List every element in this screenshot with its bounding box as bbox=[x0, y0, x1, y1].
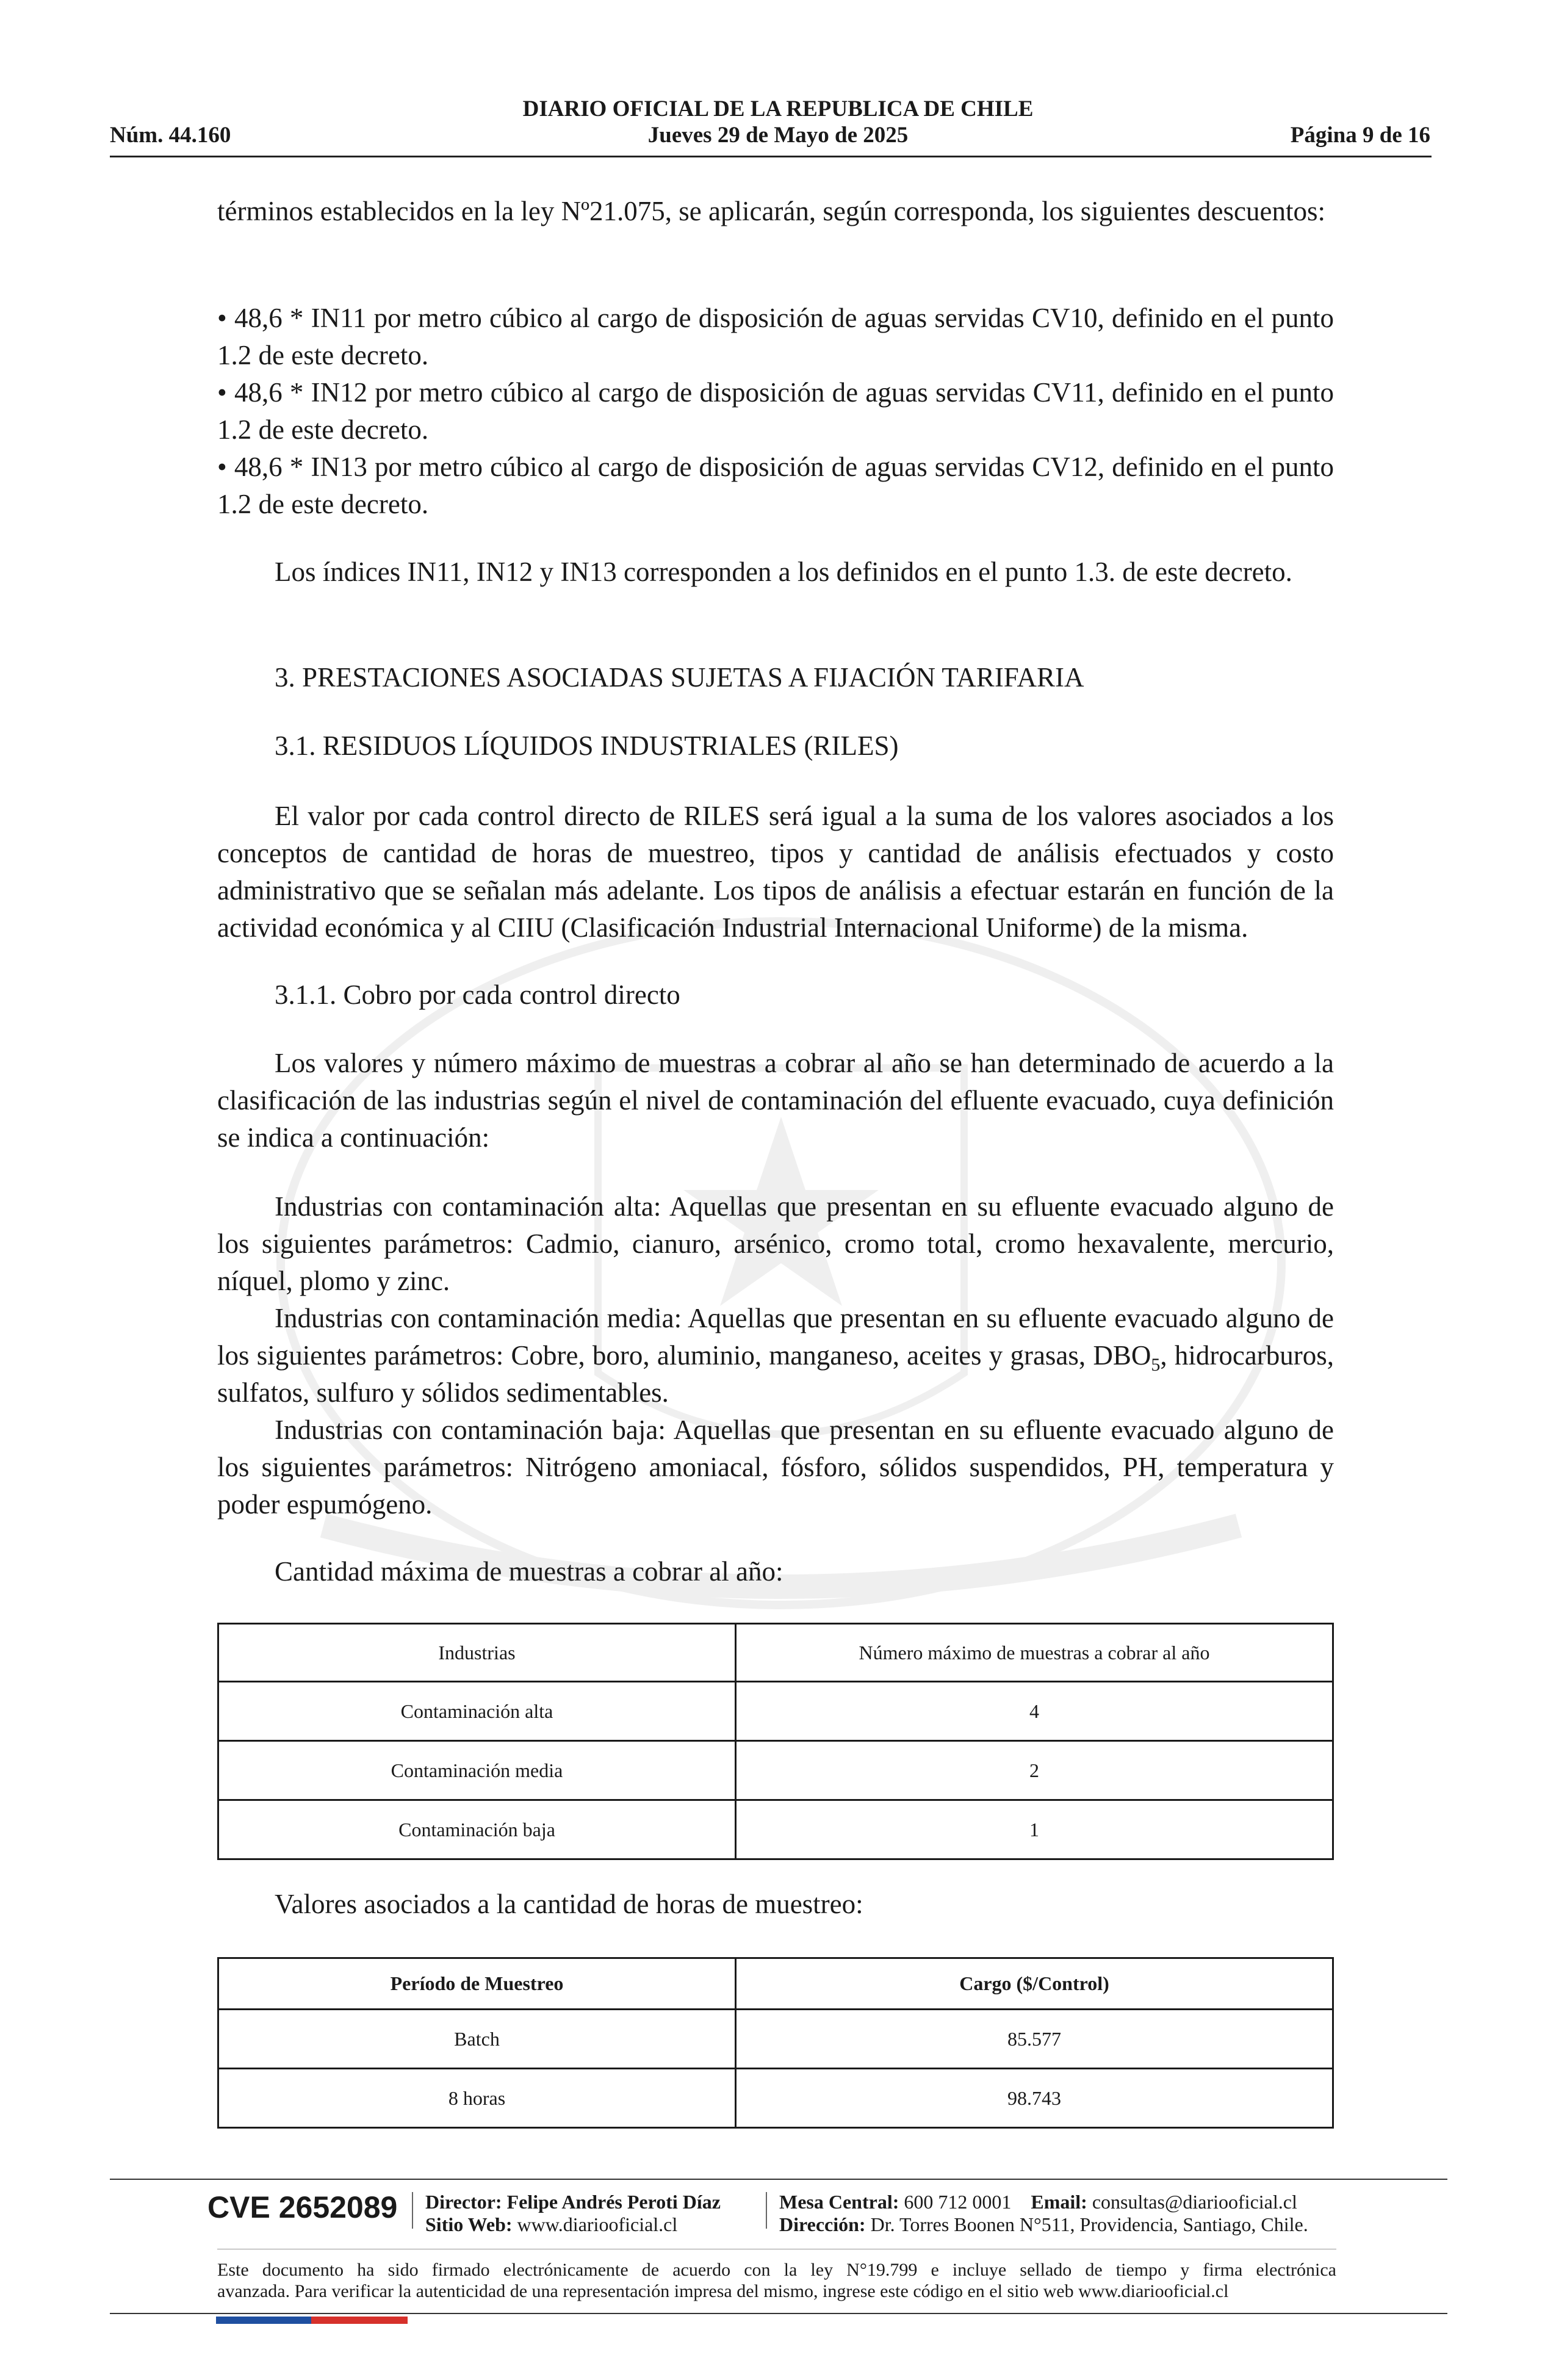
website-link[interactable]: www.diariooficial.cl bbox=[517, 2213, 678, 2235]
table-cell: 98.743 bbox=[736, 2069, 1333, 2128]
sampling-hours-table bbox=[217, 1957, 1334, 2129]
bullet-cv11: • 48,6 * IN12 por metro cúbico al cargo de disposición de aguas servidas CV11, definido en el punto 1.2 de este decreto. bbox=[217, 377, 1334, 445]
section-heading-3: 3. PRESTACIONES ASOCIADAS SUJETAS A FIJACIÓN TARIFARIA bbox=[275, 662, 1084, 693]
table-cell: Batch bbox=[218, 2010, 736, 2069]
table-cell: 4 bbox=[736, 1682, 1333, 1741]
paragraph-contaminacion-baja: Industrias con contaminación baja: Aquellas que presentan en su efluente evacuado alguno de los siguientes parámetros: Nitrógeno amoniacal, fósforo, sólidos suspendidos, PH, temperatura y poder espumógeno. bbox=[217, 1415, 1334, 1520]
footer-director-block: Director: Felipe Andrés Peroti Díaz Sitio Web: www.diariooficial.cl bbox=[425, 2191, 721, 2235]
table-row bbox=[218, 2010, 1333, 2069]
table-header-cell: Industrias bbox=[218, 1624, 736, 1682]
table-cell: Contaminación alta bbox=[218, 1682, 736, 1741]
newspaper-title: DIARIO OFICIAL DE LA REPUBLICA DE CHILE bbox=[522, 96, 1034, 121]
section-heading-3-1: 3.1. RESIDUOS LÍQUIDOS INDUSTRIALES (RILES) bbox=[275, 730, 899, 761]
section-heading-3-1-1: 3.1.1. Cobro por cada control directo bbox=[275, 979, 680, 1010]
legal-notice-line1: Este documento ha sido firmado electrónicamente de acuerdo con la ley N°19.799 e incluye sellado de tiempo y firma electrónica bbox=[217, 2260, 1336, 2280]
page-number: Página 9 de 16 bbox=[1290, 123, 1430, 148]
table-cell: 85.577 bbox=[736, 2010, 1333, 2069]
table-header-cell: Período de Muestreo bbox=[218, 1958, 736, 2010]
table1-caption: Cantidad máxima de muestras a cobrar al año: bbox=[275, 1556, 783, 1587]
flag-stripe-red bbox=[311, 2317, 408, 2324]
paragraph-control-riles: El valor por cada control directo de RILES será igual a la suma de los valores asociados a los conceptos de cantidad de horas de muestreo, tipos y cantidad de análisis efectuados y costo administrativo que se señalan más adelante. Los tipos de análisis a efectuar estarán en función de la actividad económica y al CIIU (Clasificación Industrial Internacional Uniforme) de la misma. bbox=[217, 801, 1334, 943]
table-header-cell: Cargo ($/Control) bbox=[736, 1958, 1333, 2010]
flag-stripe-blue bbox=[216, 2317, 311, 2324]
table-cell: Contaminación baja bbox=[218, 1800, 736, 1859]
paragraph-descuentos: términos establecidos en la ley Nº21.075, se aplicarán, según corresponda, los siguientes descuentos: bbox=[217, 196, 1325, 226]
table-cell: 2 bbox=[736, 1741, 1333, 1800]
table-cell: 8 horas bbox=[218, 2069, 736, 2128]
footer-contact-block: Mesa Central: 600 712 0001 Email: consultas@diariooficial.cl Dirección: Dr. Torres Boonen N°511, Providencia, Santiago, Chile. bbox=[779, 2191, 1308, 2235]
footer-separator bbox=[766, 2192, 767, 2229]
footer-separator bbox=[412, 2192, 413, 2229]
table-row bbox=[218, 1741, 1333, 1800]
table-header-row bbox=[218, 1624, 1333, 1682]
header-divider bbox=[110, 156, 1432, 157]
table-cell: Contaminación media bbox=[218, 1741, 736, 1800]
table-header-cell: Número máximo de muestras a cobrar al año bbox=[736, 1624, 1333, 1682]
max-samples-table bbox=[217, 1623, 1334, 1860]
table-row bbox=[218, 2069, 1333, 2128]
paragraph-indices: Los índices IN11, IN12 y IN13 corresponden a los definidos en el punto 1.3. de este decreto. bbox=[275, 557, 1292, 587]
email-link[interactable]: consultas@diariooficial.cl bbox=[1092, 2191, 1297, 2213]
table-row bbox=[218, 1682, 1333, 1741]
table-header-row bbox=[218, 1958, 1333, 2010]
table-row bbox=[218, 1800, 1333, 1859]
legal-notice-line2: avanzada. Para verificar la autenticidad de una representación impresa del mismo, ingrese este código en el sitio web www.diariooficial.cl bbox=[217, 2281, 1229, 2301]
issue-date: Jueves 29 de Mayo de 2025 bbox=[647, 123, 909, 148]
footer-top-divider bbox=[110, 2179, 1447, 2180]
table2-caption: Valores asociados a la cantidad de horas de muestreo: bbox=[275, 1889, 863, 1919]
paragraph-contaminacion-alta: Industrias con contaminación alta: Aquellas que presentan en su efluente evacuado alguno de los siguientes parámetros: Cadmio, cianuro, arsénico, cromo total, cromo hexavalente, mercurio, níquel, plomo y zinc. bbox=[217, 1191, 1334, 1296]
paragraph-valores: Los valores y número máximo de muestras a cobrar al año se han determinado de acuerdo a la clasificación de las industrias según el nivel de contaminación del efluente evacuado, cuya definición se indica a continuación: bbox=[217, 1048, 1334, 1153]
footer-bottom-divider bbox=[110, 2313, 1447, 2314]
cve-code: CVE 2652089 bbox=[207, 2190, 398, 2224]
bullet-cv10: • 48,6 * IN11 por metro cúbico al cargo de disposición de aguas servidas CV10, definido en el punto 1.2 de este decreto. bbox=[217, 303, 1334, 370]
paragraph-contaminacion-media: Industrias con contaminación media: Aquellas que presentan en su efluente evacuado alguno de los siguientes parámetros: Cobre, boro, aluminio, manganeso, aceites y grasas, $DBO_5$, hidrocarburos, sulfatos, sulfuro y sólidos sedimentables. bbox=[217, 1303, 1334, 1408]
issue-number: Núm. 44.160 bbox=[110, 123, 231, 148]
table-cell: 1 bbox=[736, 1800, 1333, 1859]
bullet-cv12: • 48,6 * IN13 por metro cúbico al cargo de disposición de aguas servidas CV12, definido en el punto 1.2 de este decreto. bbox=[217, 452, 1334, 519]
